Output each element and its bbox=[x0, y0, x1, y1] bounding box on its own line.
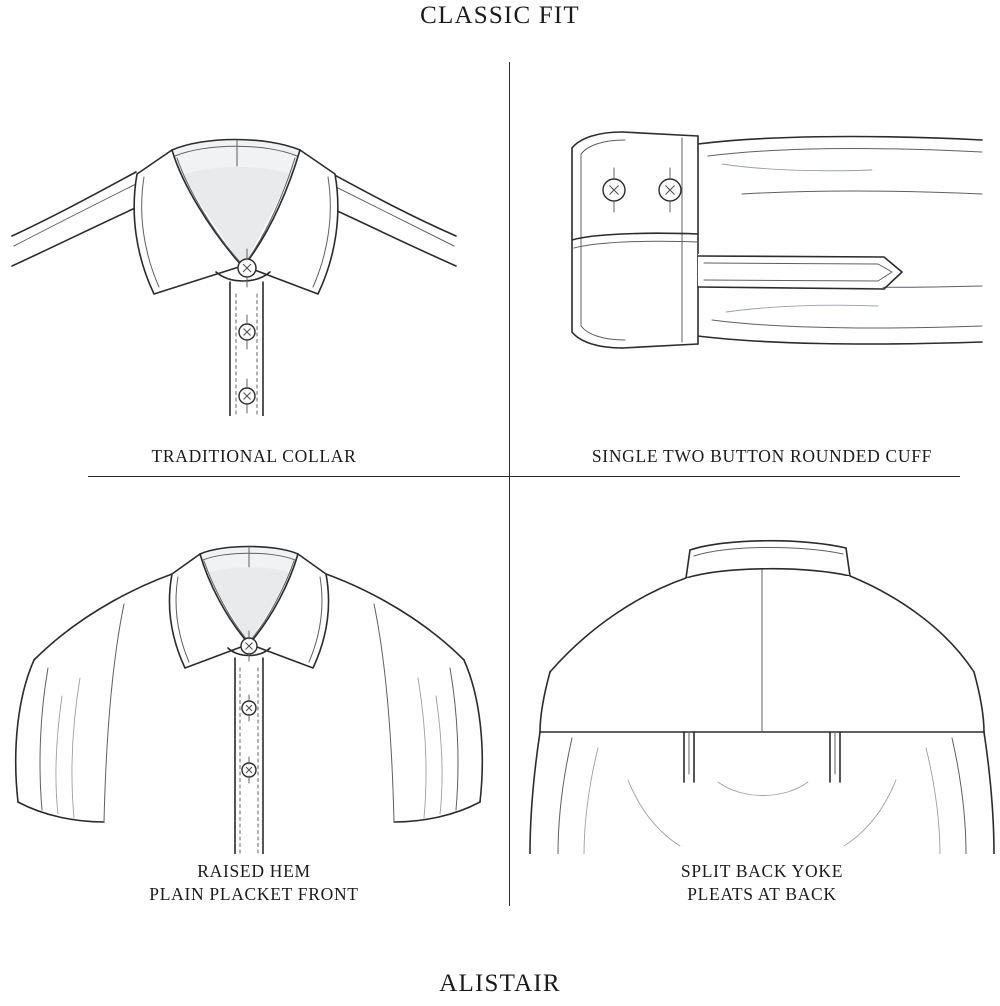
illustration-front bbox=[4, 482, 504, 854]
caption-cuff: SINGLE TWO BUTTON ROUNDED CUFF bbox=[591, 446, 933, 466]
page-title: CLASSIC FIT bbox=[420, 2, 580, 29]
placket-button-3b bbox=[239, 379, 255, 413]
panel-raised-hem-plain-placket-front bbox=[4, 482, 504, 912]
illustration-back bbox=[512, 482, 1000, 854]
horizontal-divider bbox=[88, 476, 960, 477]
caption-back: SPLIT BACK YOKE PLEATS AT BACK bbox=[680, 861, 844, 904]
illustration-traditional-collar bbox=[4, 44, 504, 416]
panel-single-two-button-rounded-cuff bbox=[512, 44, 1000, 474]
illustration-cuff bbox=[512, 44, 1000, 416]
caption-traditional-collar: TRADITIONAL COLLAR bbox=[151, 446, 357, 466]
caption-front: RAISED HEM PLAIN PLACKET FRONT bbox=[149, 861, 359, 904]
panel-traditional-collar bbox=[4, 44, 504, 474]
front-button-2 bbox=[242, 695, 256, 721]
front-button-3 bbox=[242, 757, 256, 783]
placket-button-2 bbox=[239, 315, 255, 349]
panel-grid bbox=[0, 44, 1000, 944]
panel-split-back-yoke-pleats-at-back bbox=[512, 482, 1000, 912]
brand-name: ALISTAIR bbox=[439, 970, 561, 997]
vertical-divider bbox=[509, 62, 510, 906]
